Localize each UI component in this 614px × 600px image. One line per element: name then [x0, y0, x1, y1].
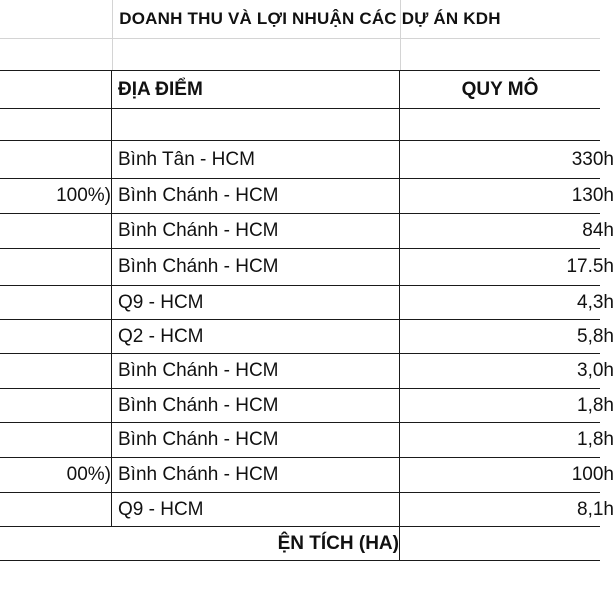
sheet-gridline: [0, 38, 600, 39]
location-text: Bình Chánh - HCM: [118, 220, 279, 241]
size-text: 330h: [571, 148, 614, 170]
size-text: 1,8h: [577, 429, 614, 450]
name-cell[interactable]: [0, 141, 112, 178]
table-row: [0, 214, 614, 249]
size-text: 1,8h: [577, 394, 614, 416]
location-cell[interactable]: [112, 423, 400, 457]
table-row: [0, 109, 600, 141]
location-text: Q9 - HCM: [118, 291, 204, 313]
size-cell[interactable]: [400, 493, 614, 526]
location-cell[interactable]: [112, 320, 400, 353]
sheet-title: DOANH THU VÀ LỢI NHUẬN CÁC DỰ ÁN KDH: [119, 9, 501, 28]
total-label-cell[interactable]: [0, 527, 400, 560]
table-row: [0, 179, 614, 214]
location-text: Bình Chánh - HCM: [118, 464, 279, 485]
table-row: [0, 249, 614, 286]
name-cell[interactable]: [0, 249, 112, 285]
size-cell[interactable]: [400, 109, 600, 140]
header-cell-size[interactable]: [400, 71, 600, 108]
name-cell[interactable]: [0, 354, 112, 388]
size-text: 17.5h: [566, 256, 614, 277]
size-cell[interactable]: [400, 389, 614, 422]
projects-table: [0, 70, 614, 561]
header-cell-location[interactable]: [112, 71, 400, 108]
size-text: 3,0h: [577, 360, 614, 381]
size-cell[interactable]: [400, 214, 614, 248]
size-cell[interactable]: [400, 458, 614, 492]
location-text: Bình Chánh - HCM: [118, 256, 279, 277]
size-cell[interactable]: [400, 286, 614, 319]
table-row: [0, 354, 614, 389]
location-text: Bình Chánh - HCM: [118, 360, 279, 381]
table-row: [0, 493, 614, 527]
location-cell[interactable]: [112, 141, 400, 178]
total-value-cell[interactable]: [400, 527, 600, 560]
header-location-label: ĐỊA ĐIỂM: [118, 78, 203, 100]
location-cell[interactable]: [112, 458, 400, 492]
location-cell[interactable]: [112, 389, 400, 422]
location-cell[interactable]: [112, 214, 400, 248]
location-text: Bình Tân - HCM: [118, 148, 255, 170]
header-size-label: QUY MÔ: [461, 78, 539, 100]
size-text: 100h: [571, 464, 614, 485]
location-text: Bình Chánh - HCM: [118, 394, 279, 416]
name-cell[interactable]: [0, 286, 112, 319]
size-text: 4,3h: [577, 291, 614, 313]
total-label-text: ỆN TÍCH (HA): [277, 532, 399, 554]
size-text: 5,8h: [577, 325, 614, 347]
name-cell[interactable]: [0, 179, 112, 213]
location-cell[interactable]: [112, 493, 400, 526]
size-cell[interactable]: [400, 249, 614, 285]
location-cell[interactable]: [112, 354, 400, 388]
location-text: Q9 - HCM: [118, 498, 204, 520]
name-cell[interactable]: [0, 389, 112, 422]
table-total-row: [0, 527, 600, 561]
size-cell[interactable]: [400, 179, 614, 213]
name-cell[interactable]: [0, 423, 112, 457]
name-cell[interactable]: [0, 458, 112, 492]
name-cell[interactable]: [0, 214, 112, 248]
location-text: Bình Chánh - HCM: [118, 185, 279, 206]
location-text: Q2 - HCM: [118, 325, 204, 347]
location-text: Bình Chánh - HCM: [118, 429, 279, 450]
size-cell[interactable]: [400, 141, 614, 178]
header-cell-name[interactable]: [0, 71, 112, 108]
table-row: [0, 423, 614, 458]
location-cell[interactable]: [112, 179, 400, 213]
table-header-row: [0, 70, 600, 109]
name-cell[interactable]: [0, 320, 112, 353]
table-row: [0, 458, 614, 493]
size-text: 130h: [571, 185, 614, 206]
table-row: [0, 320, 614, 354]
table-row: [0, 286, 614, 320]
location-cell[interactable]: [112, 286, 400, 319]
table-row: [0, 141, 614, 179]
size-cell[interactable]: [400, 423, 614, 457]
location-cell[interactable]: [112, 249, 400, 285]
name-cell[interactable]: [0, 109, 112, 140]
name-text: 00%): [66, 464, 111, 485]
size-text: 8,1h: [577, 498, 614, 520]
size-cell[interactable]: [400, 320, 614, 353]
name-text: 100%): [56, 185, 111, 206]
size-cell[interactable]: [400, 354, 614, 388]
name-cell[interactable]: [0, 493, 112, 526]
location-cell[interactable]: [112, 109, 400, 140]
size-text: 84h: [582, 220, 614, 241]
table-row: [0, 389, 614, 423]
